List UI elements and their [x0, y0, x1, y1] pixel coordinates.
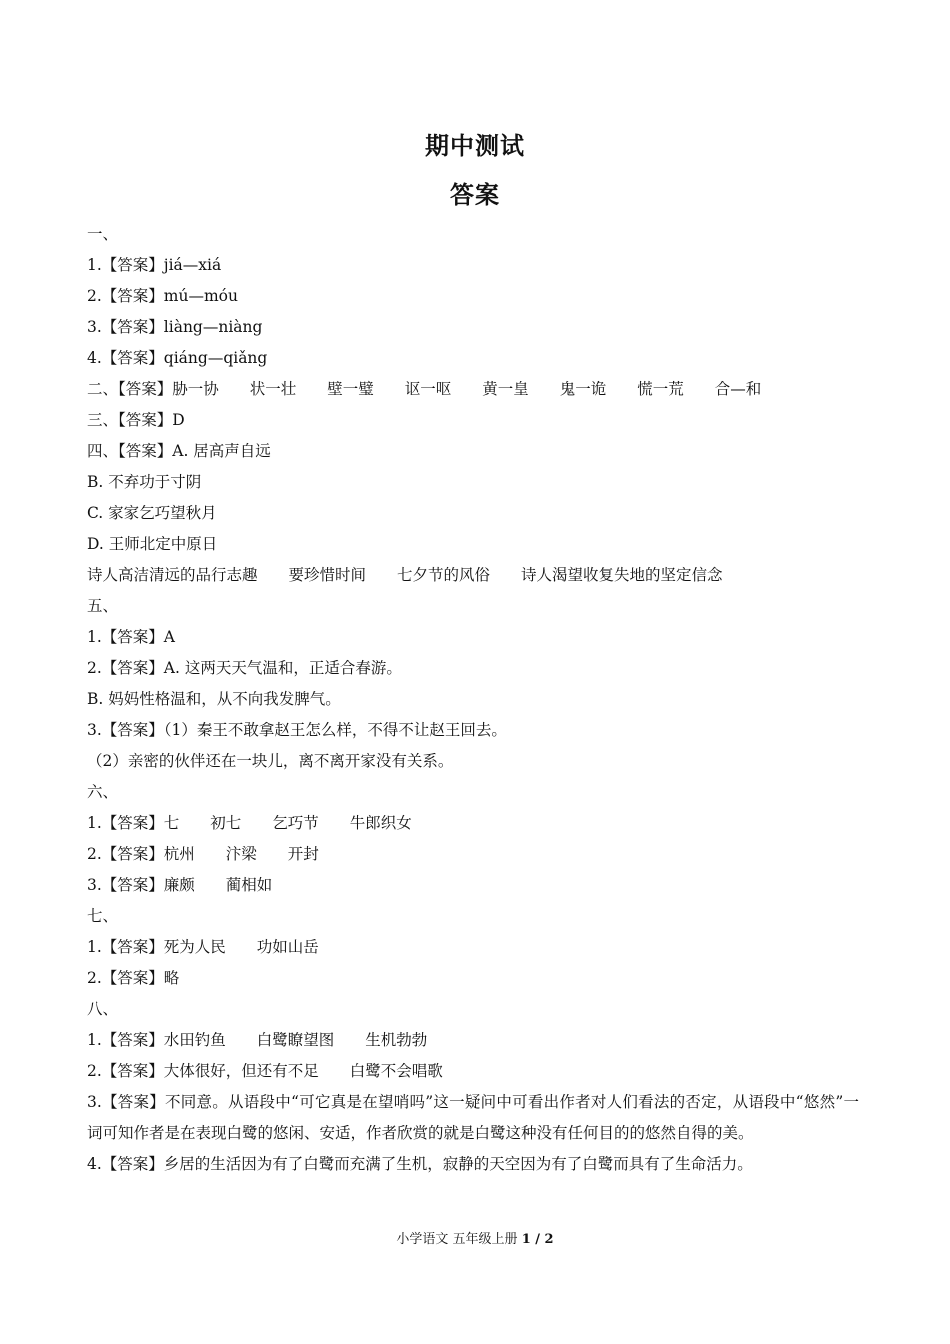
- answer-line: 2.【答案】杭州 汴梁 开封: [87, 845, 319, 863]
- answer-line: 3.【答案】liàng—niàng: [87, 318, 263, 336]
- answer-line: 1.【答案】jiá—xiá: [87, 256, 222, 274]
- answer-line: 2.【答案】略: [87, 969, 180, 987]
- answer-line: 2.【答案】A. 这两天天气温和，正适合春游。: [87, 659, 402, 677]
- answer-line: B. 不弃功于寸阴: [87, 473, 202, 491]
- answer-line: 2.【答案】mú—móu: [87, 287, 238, 305]
- answer-line: 一、: [87, 225, 119, 243]
- answer-line: 七、: [87, 907, 119, 925]
- answer-line: B. 妈妈性格温和，从不向我发脾气。: [87, 690, 341, 708]
- answer-line: 五、: [87, 597, 119, 615]
- answer-line: 六、: [87, 783, 119, 801]
- footer-label: 小学语文 五年级上册: [396, 1232, 518, 1247]
- answer-line: 四、【答案】A. 居高声自远: [87, 442, 271, 460]
- answer-line: 3.【答案】廉颇 蔺相如: [87, 876, 273, 894]
- answer-line: 1.【答案】水田钓鱼 白鹭瞭望图 生机勃勃: [87, 1031, 428, 1049]
- answer-line: （2）亲密的伙伴还在一块儿，离不离开家没有关系。: [87, 752, 454, 770]
- answer-line: C. 家家乞巧望秋月: [87, 504, 217, 522]
- answer-line: 1.【答案】死为人民 功如山岳: [87, 938, 319, 956]
- answer-paragraph: 4.【答案】乡居的生活因为有了白鹭而充满了生机，寂静的天空因为有了白鹭而具有了生命活力。: [87, 1155, 753, 1173]
- answer-line: 1.【答案】A: [87, 628, 175, 646]
- answer-line: 4.【答案】qiáng—qiǎng: [87, 349, 268, 367]
- answer-line: 二、【答案】胁一协 状一壮 壁一璧 讴一呕 黄一皇 鬼一诡 慌一荒 合—和: [87, 380, 762, 398]
- answer-line: 八、: [87, 1000, 119, 1018]
- answer-line: 1.【答案】七 初七 乞巧节 牛郎织女: [87, 814, 412, 832]
- answer-content: [87, 219, 859, 1180]
- answer-line: 2.【答案】大体很好，但还有不足 白鹭不会唱歌: [87, 1062, 443, 1080]
- document-subtitle: 答案: [450, 181, 500, 209]
- answer-paragraph: 3.【答案】不同意。从语段中“可它真是在望哨吗”这一疑问中可看出作者对人们看法的否定，从语段中“悠然”一词可知作者是在表现白鹭的悠闲、安适，作者欣赏的就是白鹭这种没有任何目的的悠然自得的美。: [87, 1093, 859, 1142]
- answer-line: D. 王师北定中原日: [87, 535, 218, 553]
- answer-line: 三、【答案】D: [87, 411, 185, 429]
- page-number: 1 / 2: [521, 1232, 554, 1247]
- page-footer: [0, 1228, 950, 1247]
- answer-line: 诗人高洁清远的品行志趣 要珍惜时间 七夕节的风俗 诗人渴望收复失地的坚定信念: [87, 566, 723, 584]
- document-title: 期中测试: [425, 132, 525, 160]
- answer-line: 3.【答案】（1）秦王不敢拿赵王怎么样，不得不让赵王回去。: [87, 721, 507, 739]
